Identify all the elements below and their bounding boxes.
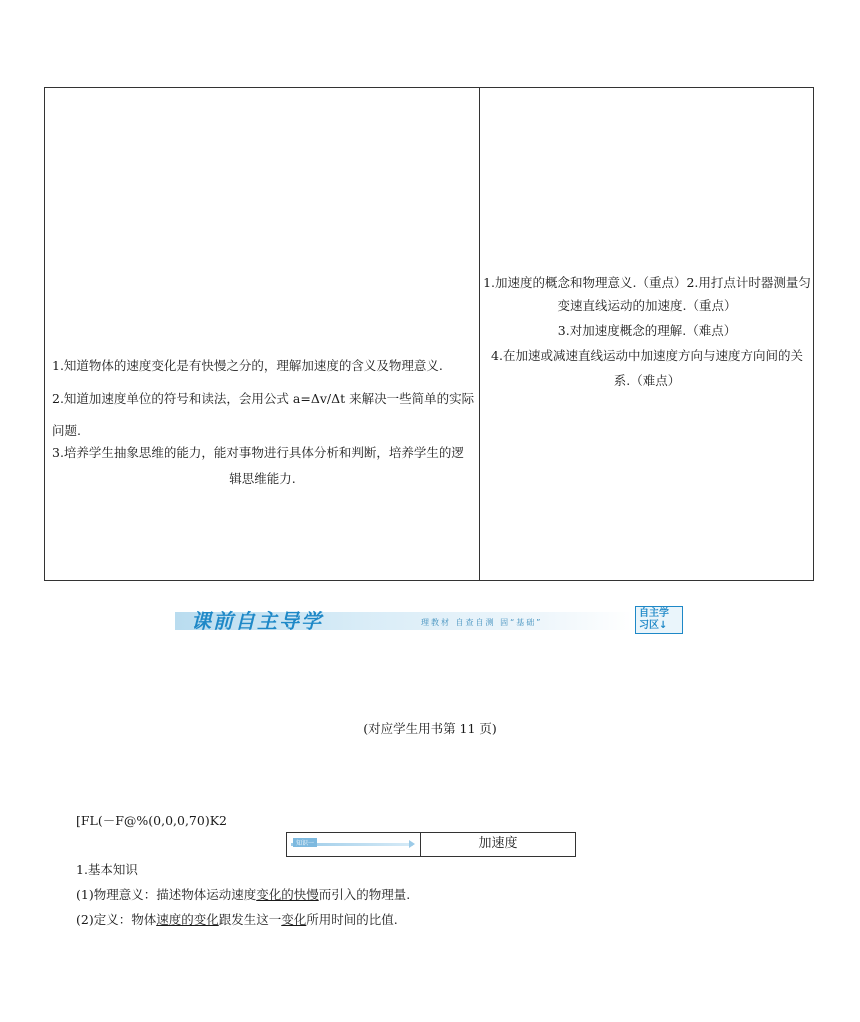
item2-middle: 跟发生这一: [218, 912, 282, 927]
item2-suffix: 所用时间的比值.: [306, 912, 398, 927]
banner-title: 课前自主导学: [191, 609, 323, 633]
goal-line-1: 1.知道物体的速度变化是有快慢之分的，理解加速度的含义及物理意义.: [52, 358, 443, 373]
page-reference: (对应学生用书第 11 页): [363, 721, 497, 736]
heading-tiny-label: 知识一: [293, 838, 317, 847]
goal-line-5: 辑思维能力.: [229, 471, 296, 486]
key-point-line-3: 3.对加速度概念的理解.（难点）: [557, 323, 737, 338]
item2-prefix: (2)定义：物体: [76, 912, 157, 927]
definition-item-1: [76, 885, 410, 903]
key-point-line-1: 1.加速度的概念和物理意义.（重点）2.用打点计时器测量匀: [483, 275, 811, 290]
section-banner: [175, 605, 685, 635]
item2-underlined-2: 变化: [281, 912, 307, 927]
format-code-line: [FL(－F@%(0,0,0,70)K2: [76, 813, 228, 828]
item1-underlined: 变化的快慢: [256, 887, 319, 902]
item1-suffix: 而引入的物理量.: [318, 887, 411, 902]
heading-title: 加速度: [478, 836, 518, 851]
goals-right-cell: [480, 88, 813, 580]
goal-line-2: 2.知道加速度单位的符号和读法，会用公式 a=Δv/Δt 来解决一些简单的实际: [52, 391, 475, 406]
section-title: 1.基本知识: [76, 862, 138, 877]
key-point-line-4: 4.在加速或减速直线运动中加速度方向与速度方向间的关: [491, 348, 803, 363]
item2-underlined-1: 速度的变化: [156, 912, 219, 927]
heading-arrow-cell: [287, 833, 421, 856]
definition-item-2: [76, 910, 398, 928]
goal-line-4: 3.培养学生抽象思维的能力，能对事物进行具体分析和判断，培养学生的逻: [52, 445, 464, 460]
goals-left-cell: [45, 88, 480, 580]
learning-goals-table: [44, 87, 814, 581]
topic-heading-box: [286, 832, 576, 857]
banner-subtitle: 理教材 自查自测 固“基础”: [421, 618, 543, 627]
badge-line-1: 自主学: [639, 608, 669, 619]
badge-line-2: 习区↓: [639, 620, 668, 631]
goal-line-3: 问题.: [52, 423, 81, 438]
item1-prefix: (1)物理意义：描述物体运动速度: [76, 887, 257, 902]
key-point-line-2: 变速直线运动的加速度.（重点）: [557, 298, 737, 313]
banner-badge: [635, 606, 683, 634]
key-point-line-5: 系.（难点）: [613, 373, 681, 388]
